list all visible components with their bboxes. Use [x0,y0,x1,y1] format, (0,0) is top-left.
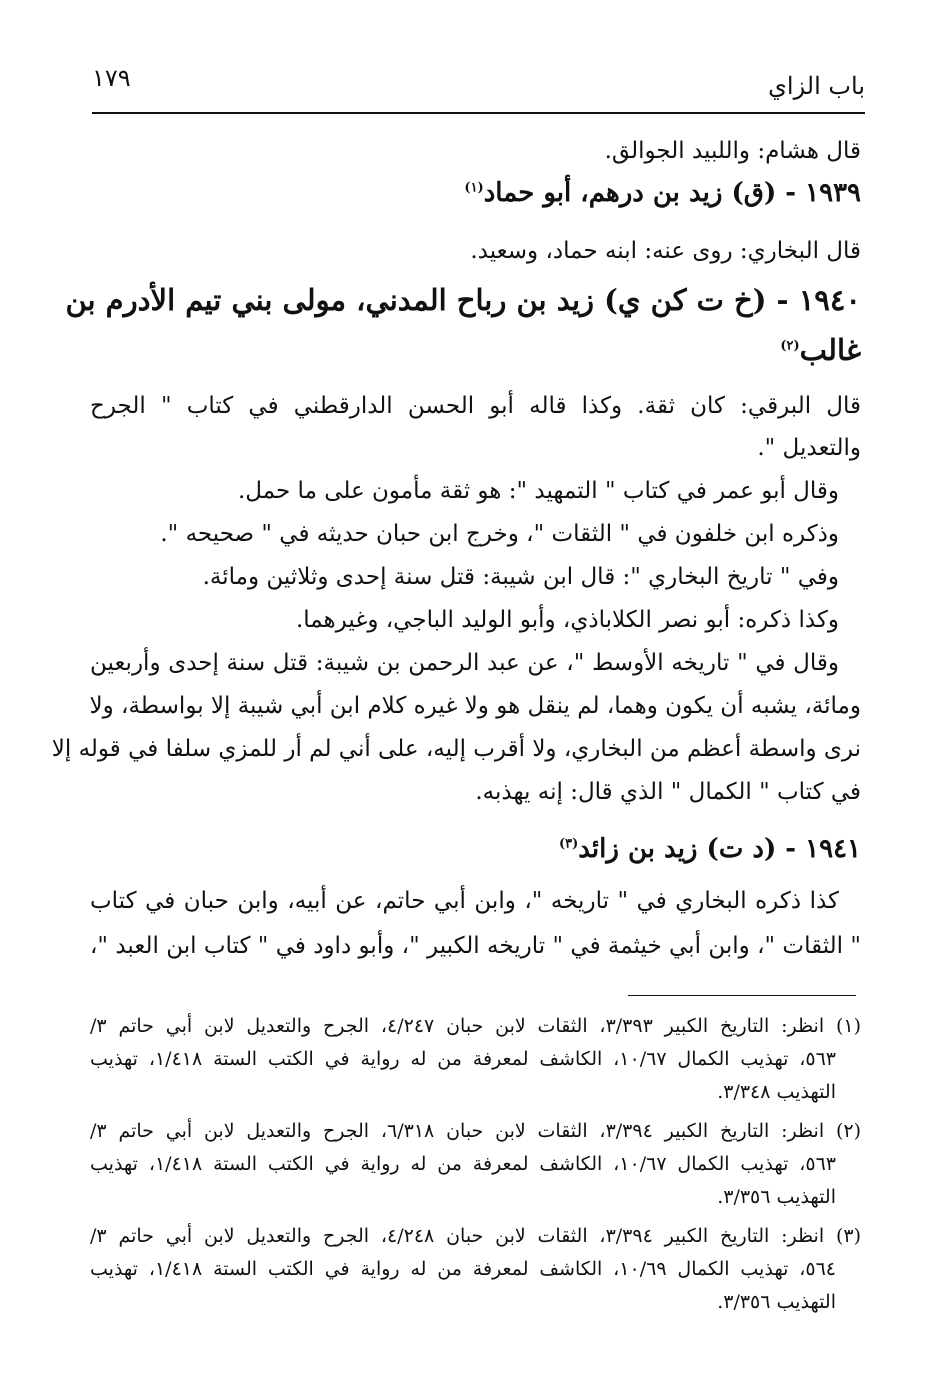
text-line: كذا ذكره البخاري في " تاريخه "، وابن أبي حاتم، عن أبيه، وابن حبان في كتاب [90,888,839,914]
page-number: ١٧٩ [92,64,131,92]
text-line: قال هشام: واللبيد الجوالق. [604,138,861,164]
entry-heading-1940: ١٩٤٠ - (خ ت كن ي) زيد بن رباح المدني، مولى بني تيم الأدرم بن [65,283,861,317]
entry-heading-1939: ١٩٣٩ - (ق) زيد بن درهم، أبو حماد$^{(١)}$ [464,178,861,208]
footnote-line: ٥٦٣، تهذيب الكمال ١٠/٦٧، الكاشف لمعرفة من له رواية في الكتب الستة ١/٤١٨، تهذيب [90,1153,836,1175]
entry-heading-1941: ١٩٤١ - (د ت) زيد بن زائد$^{(٣)}$ [558,834,861,864]
text-line: قال البخاري: روى عنه: ابنه حماد، وسعيد. [470,238,861,264]
footnote-separator [628,995,856,996]
text-line: في كتاب " الكمال " الذي قال: إنه يهذبه. [475,779,861,805]
text-line: وفي " تاريخ البخاري ": قال ابن شيبة: قتل سنة إحدى وثلاثين ومائة. [202,564,839,590]
footnote-line: (٣) انظر: التاريخ الكبير ٣/٣٩٤، الثقات لابن حبان ٤/٢٤٨، الجرح والتعديل لابن أبي حاتم ٣/ [90,1225,861,1247]
text-line: قال البرقي: كان ثقة. وكذا قاله أبو الحسن الدارقطني في كتاب " الجرح [90,393,861,419]
text-line: وكذا ذكره: أبو نصر الكلاباذي، وأبو الوليد الباجي، وغيرهما. [295,607,839,633]
text-line: والتعديل ". [757,435,861,461]
text-line: " الثقات "، وابن أبي خيثمة في " تاريخه الكبير "، وأبو داود في " كتاب ابن العبد "، [90,933,861,959]
text-line: وقال في " تاريخه الأوسط "، عن عبد الرحمن بن شيبة: قتل سنة إحدى وأربعين [90,650,839,676]
text-line: نرى واسطة أعظم من البخاري، ولا أقرب إليه، على أني لم أر للمزي سلفا في قوله إلا [51,736,861,762]
entry-heading-1940-cont: غالب$^{(٢)}$ [780,333,861,367]
footnote-line: التهذيب ٣/٣٥٦. [717,1291,836,1313]
header-rule [92,112,865,114]
footnote-line: ٥٦٣، تهذيب الكمال ١٠/٦٧، الكاشف لمعرفة من له رواية في الكتب الستة ١/٤١٨، تهذيب [90,1048,836,1070]
footnote-ref-1: (١) [464,180,484,196]
running-header [92,58,865,114]
text-line: ومائة، يشبه أن يكون وهما، لم ينقل هو ولا غيره كلام ابن أبي شيبة إلا بواسطة، ولا [89,693,861,719]
footnote-line: (٢) انظر: التاريخ الكبير ٣/٣٩٤، الثقات لابن حبان ٦/٣١٨، الجرح والتعديل لابن أبي حاتم ٣/ [90,1120,861,1142]
chapter-title: باب الزاي [768,72,865,100]
text-line: وذكره ابن خلفون في " الثقات "، وخرج ابن حبان حديثه في " صحيحه ". [160,521,839,547]
footnote-line: التهذيب ٣/٣٥٦. [717,1186,836,1208]
footnote-line: ٥٦٤، تهذيب الكمال ١٠/٦٩، الكاشف لمعرفة من له رواية في الكتب الستة ١/٤١٨، تهذيب [90,1258,836,1280]
footnote-ref-3: (٣) [558,836,579,852]
text-line: وقال أبو عمر في كتاب " التمهيد ": هو ثقة مأمون على ما حمل. [238,478,839,504]
footnote-line: (١) انظر: التاريخ الكبير ٣/٣٩٣، الثقات لابن حبان ٤/٢٤٧، الجرح والتعديل لابن أبي حاتم ٣/ [90,1015,861,1037]
footnote-ref-2: (٢) [780,338,800,354]
footnote-line: التهذيب ٣/٣٤٨. [717,1081,836,1103]
